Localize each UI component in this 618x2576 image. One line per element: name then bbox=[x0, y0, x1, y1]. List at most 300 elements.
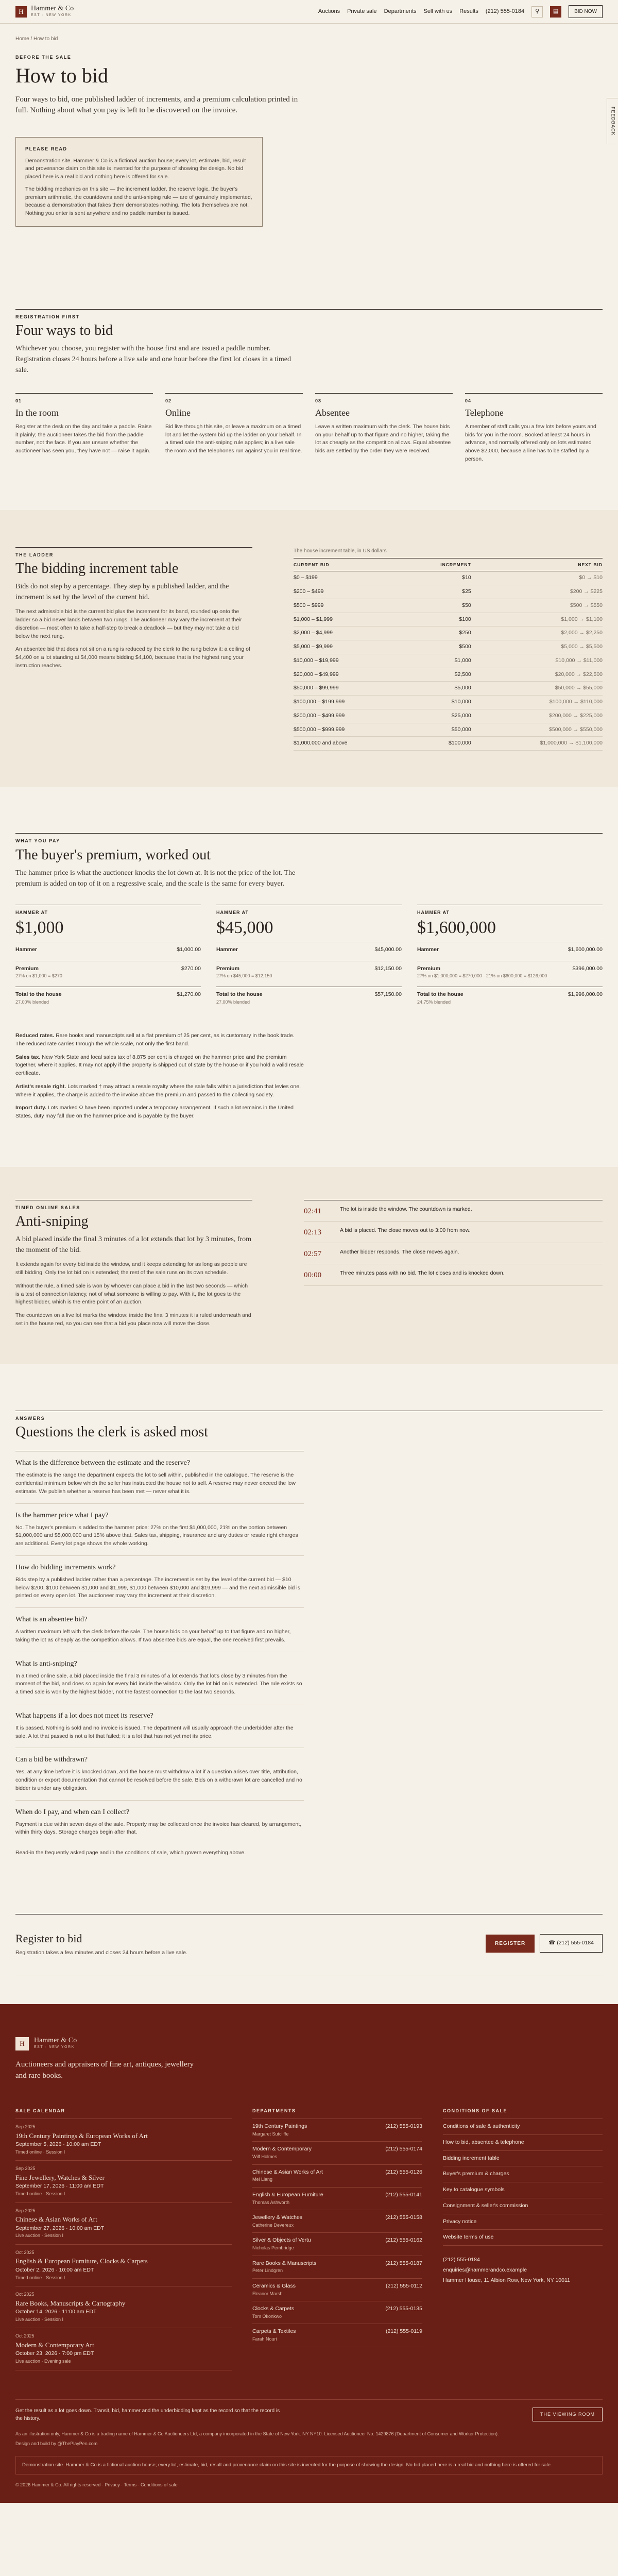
sale-meta: Timed online · Session I bbox=[15, 2191, 65, 2197]
faq-answer: No. The buyer's premium is added to the hammer price: 27% on the first $1,000,000, 21% on the portion between $1,000,000 and $5,000,000 and 15% above that. Sales tax, shipping, insurance and any duties or resale right charges are additional. Every lot page shows the whole working. bbox=[15, 1524, 298, 1547]
sale-name[interactable]: 19th Century Paintings & European Works of Art bbox=[15, 2131, 148, 2140]
way-num: 03 bbox=[315, 398, 322, 404]
row-increment: $5,000 bbox=[407, 682, 471, 696]
increment-section bbox=[0, 510, 618, 787]
row-increment: $25,000 bbox=[407, 709, 471, 723]
sale-month: Oct 2025 bbox=[15, 2333, 35, 2339]
faq-answer: It is passed. Nothing is sold and no invoice is issued. The department will usually approach the underbidder after the sale. A lot that passed is not a lot that failed; it is a lot that has not yet met its price. bbox=[15, 1724, 294, 1739]
contact-phone[interactable]: (212) 555-0184 bbox=[443, 2257, 480, 2263]
increment-row bbox=[294, 737, 603, 751]
footer-contact bbox=[443, 2256, 603, 2284]
anti-sub: A bid placed inside the final 3 minutes of a lot extends that lot by 3 minutes, from the moment of the bid. bbox=[15, 1235, 252, 1255]
way-absentee bbox=[315, 393, 453, 463]
premium-note-key: Artist's resale right. bbox=[15, 1083, 66, 1090]
department-phone[interactable]: (212) 555-0174 bbox=[385, 2146, 422, 2153]
faq-question[interactable]: How do bidding increments work? bbox=[15, 1563, 116, 1571]
increment-row bbox=[294, 640, 603, 654]
footer-tagline: Auctioneers and appraisers of fine art, antiques, jewellery and rare books. bbox=[15, 2060, 194, 2080]
department-info bbox=[252, 2236, 311, 2251]
premium-line-note: 27% on $45,000 = $12,150 bbox=[216, 973, 272, 979]
premium-note-key: Import duty. bbox=[15, 1105, 46, 1111]
inc-p2: An absentee bid that does not sit on a rung is reduced by the clerk to the rung below it: a ceiling of $4,400 on a lot standing at $4,000 means bidding $4,100, because that is the highest rung your instruction reaches. bbox=[15, 646, 250, 669]
inc-eyebrow: THE LADDER bbox=[15, 547, 252, 559]
nav-results[interactable]: Results bbox=[459, 8, 478, 15]
sale-date: September 27, 2026 · 10:00 am EDT bbox=[15, 2225, 105, 2231]
premium-line-name: Total to the house bbox=[216, 991, 263, 997]
ways-eyebrow: REGISTRATION FIRST bbox=[15, 309, 603, 321]
department-list bbox=[252, 2119, 422, 2347]
faq-answer: The estimate is the range the department expects the lot to sell within, published in the catalogue. The reserve is the confidential minimum below which the seller has instructed the house not to sell. A reserve may never exceed the low estimate. We publish whether a reserve has been met — never what it is. bbox=[15, 1472, 296, 1495]
faq-item[interactable] bbox=[15, 1451, 304, 1503]
faq-list bbox=[15, 1451, 603, 1844]
department-phone[interactable]: (212) 555-0135 bbox=[385, 2306, 422, 2312]
faq-answer: In a timed online sale, a bid placed inside the final 3 minutes of a lot extends that lot's close by 3 minutes from the moment of the bid, and does so again for every bid inside the window. Only the lot bid on is extended. The rule exists so a timed sale is won by the highest bidder, not the fastest connection to the last two seconds. bbox=[15, 1672, 302, 1696]
condition-link[interactable]: How to bid, absentee & telephone bbox=[443, 2135, 603, 2151]
department-contact: Catherine Devereux bbox=[252, 2222, 294, 2228]
department-item[interactable] bbox=[252, 2210, 422, 2233]
department-info bbox=[252, 2282, 296, 2297]
department-item[interactable] bbox=[252, 2301, 422, 2324]
row-next-bid: $500,000 → $550,000 bbox=[471, 723, 603, 737]
hammer-amount: $45,000 bbox=[216, 918, 273, 938]
faq-question[interactable]: When do I pay, and when can I collect? bbox=[15, 1808, 130, 1816]
department-info bbox=[252, 2168, 323, 2183]
site-header bbox=[0, 0, 618, 24]
row-next-bid: $100,000 → $110,000 bbox=[471, 696, 603, 709]
register-title: Register to bid bbox=[15, 1931, 82, 1945]
timeline-text: A bid is placed. The close moves out to 3:00 from now. bbox=[340, 1227, 471, 1234]
conditions-list bbox=[443, 2119, 603, 2246]
notice-p1: Demonstration site. Hammer & Co is a fictional auction house; every lot, estimate, bid, result and provenance claim on this site is invented for the purpose of showing the design. No bid placed here is a real bid and nothing here is offered for sale. bbox=[25, 157, 246, 180]
contact-email[interactable]: enquiries@hammerandco.example bbox=[443, 2266, 527, 2273]
premium-line-name: Hammer bbox=[15, 946, 38, 953]
row-next-bid: $1,000,000 → $1,100,000 bbox=[471, 737, 603, 751]
row-next-bid: $500 → $550 bbox=[471, 599, 603, 613]
department-item[interactable] bbox=[252, 2119, 422, 2142]
timeline-text: Another bidder responds. The close moves again. bbox=[340, 1248, 459, 1255]
premium-line-label bbox=[216, 965, 272, 980]
way-text: A member of staff calls you a few lots before yours and bids for you in the room. Booked at least 24 hours in advance, and normally offered only on lots estimated above $2,000, because a line has to be staffed by a person. bbox=[465, 423, 596, 462]
department-phone[interactable]: (212) 555-0141 bbox=[385, 2191, 422, 2198]
bag-icon[interactable]: ▤ bbox=[550, 6, 561, 18]
premium-line-note: 27% on $1,000,000 = $270,000 · 21% on $600,000 = $126,000 bbox=[417, 973, 547, 979]
department-phone[interactable]: (212) 555-0119 bbox=[385, 2328, 422, 2335]
faq-question[interactable]: Can a bid be withdrawn? bbox=[15, 1756, 88, 1764]
row-current-bid: $100,000 – $199,999 bbox=[294, 696, 407, 709]
faq-item[interactable] bbox=[15, 1800, 304, 1844]
department-name[interactable]: Clocks & Carpets bbox=[252, 2306, 295, 2312]
sale-name[interactable]: Chinese & Asian Works of Art bbox=[15, 2215, 97, 2224]
premium-line-label bbox=[417, 991, 464, 1006]
department-contact: Wilf Holmes bbox=[252, 2154, 278, 2160]
footer-bottom bbox=[15, 2399, 603, 2422]
premium-line-label bbox=[15, 946, 37, 954]
way-title: In the room bbox=[15, 407, 59, 418]
increment-row bbox=[294, 668, 603, 682]
premium-line-value: $12,150.00 bbox=[374, 965, 402, 972]
sale-item[interactable] bbox=[15, 2328, 232, 2370]
premium-note-key: Sales tax. bbox=[15, 1054, 41, 1060]
nav-private-sale[interactable]: Private sale bbox=[347, 8, 377, 15]
search-icon[interactable]: ⚲ bbox=[531, 6, 543, 18]
row-increment: $100,000 bbox=[407, 737, 471, 751]
department-info bbox=[252, 2305, 294, 2320]
row-increment: $250 bbox=[407, 626, 471, 640]
notice-title: PLEASE READ bbox=[25, 146, 67, 151]
department-item[interactable] bbox=[252, 2233, 422, 2256]
premium-line-note: 27.00% blended bbox=[216, 999, 250, 1005]
premium-line-value: $270.00 bbox=[181, 965, 201, 972]
premium-line-value: $1,270.00 bbox=[177, 991, 201, 997]
hammer-amount: $1,600,000 bbox=[417, 918, 496, 938]
department-info bbox=[252, 2123, 307, 2138]
faq-item[interactable] bbox=[15, 1607, 304, 1652]
increment-row bbox=[294, 599, 603, 613]
row-current-bid: $50,000 – $99,999 bbox=[294, 682, 407, 696]
sale-month: Oct 2025 bbox=[15, 2292, 35, 2297]
faq-question[interactable]: What happens if a lot does not meet its reserve? bbox=[15, 1711, 153, 1720]
department-info bbox=[252, 2328, 296, 2343]
ways-grid bbox=[15, 393, 603, 463]
row-increment: $25 bbox=[407, 585, 471, 599]
footer-logo-sub: EST · NEW YORK bbox=[34, 2045, 75, 2049]
department-name[interactable]: English & European Furniture bbox=[252, 2191, 323, 2198]
department-contact: Thomas Ashworth bbox=[252, 2199, 290, 2205]
department-item[interactable] bbox=[252, 2142, 422, 2164]
department-phone[interactable]: (212) 555-0162 bbox=[385, 2237, 422, 2244]
premium-line-value: $1,000.00 bbox=[177, 946, 201, 953]
condition-link[interactable]: Website terms of use bbox=[443, 2230, 603, 2246]
sale-list bbox=[15, 2119, 232, 2370]
premium-examples bbox=[15, 905, 603, 1008]
way-title: Telephone bbox=[465, 407, 504, 418]
premium-line-name: Total to the house bbox=[15, 991, 62, 997]
sale-date: October 14, 2026 · 11:00 am EDT bbox=[15, 2309, 97, 2315]
phone-icon: ☎ bbox=[548, 1940, 556, 1946]
sale-month: Oct 2025 bbox=[15, 2249, 35, 2255]
sale-item[interactable] bbox=[15, 2286, 232, 2328]
sale-item[interactable] bbox=[15, 2119, 232, 2161]
hammer-example bbox=[216, 905, 402, 1008]
prem-sub: The hammer price is what the auctioneer knocks the lot down at. It is not the price of the lot. The premium is added on top of it on a regressive scale, and the scale is the same for every buyer. bbox=[15, 869, 296, 888]
row-next-bid: $20,000 → $22,500 bbox=[471, 668, 603, 682]
faq-answer: Yes, at any time before it is knocked down, and the house must withdraw a lot if a question arises over title, attribution, condition or export documentation that cannot be resolved before the sale. Bids on a withdrawn lot are cancelled and no bidder is under any obligation. bbox=[15, 1769, 302, 1791]
department-contact: Mei Liang bbox=[252, 2177, 273, 2182]
logo-name: Hammer & Co bbox=[31, 4, 74, 12]
faq-question[interactable]: What is an absentee bid? bbox=[15, 1616, 88, 1624]
row-current-bid: $200 – $499 bbox=[294, 585, 407, 599]
sale-date: September 17, 2026 · 11:00 am EDT bbox=[15, 2183, 104, 2190]
increment-rows bbox=[294, 571, 603, 751]
increment-row bbox=[294, 626, 603, 640]
premium-line-label bbox=[216, 946, 238, 954]
condition-link[interactable]: Key to catalogue symbols bbox=[443, 2182, 603, 2198]
row-increment: $10 bbox=[407, 571, 471, 585]
premium-note-text: New York State and local sales tax of 8.875 per cent is charged on the hammer price and the premium together, where it applies. It may not apply if the property is shipped out of state by the house or if you hold a valid resale certificate. bbox=[15, 1054, 304, 1077]
department-phone[interactable]: (212) 555-0193 bbox=[385, 2123, 422, 2130]
premium-line-value: $396,000.00 bbox=[572, 965, 603, 972]
department-info bbox=[252, 2260, 316, 2275]
sale-name[interactable]: Rare Books, Manuscripts & Cartography bbox=[15, 2299, 126, 2307]
department-name[interactable]: Chinese & Asian Works of Art bbox=[252, 2168, 323, 2175]
sale-date: October 2, 2026 · 10:00 am EDT bbox=[15, 2266, 94, 2273]
footer-departments bbox=[252, 2108, 422, 2370]
department-phone[interactable]: (212) 555-0158 bbox=[385, 2214, 422, 2221]
timeline-time: 00:00 bbox=[304, 1271, 322, 1280]
faq-item[interactable] bbox=[15, 1704, 304, 1748]
anti-timeline bbox=[304, 1200, 603, 1328]
feedback-tab[interactable]: FEEDBACK bbox=[607, 98, 618, 144]
premium-line-name: Hammer bbox=[417, 946, 439, 953]
register-section bbox=[0, 1878, 618, 1975]
hammer-example bbox=[15, 905, 201, 1008]
way-num: 04 bbox=[465, 398, 472, 404]
department-contact: Peter Lindgren bbox=[252, 2268, 283, 2274]
contact-address: Hammer House, 11 Albion Row, New York, NY 10011 bbox=[443, 2277, 570, 2283]
sale-calendar-heading: SALE CALENDAR bbox=[15, 2108, 232, 2120]
premium-line bbox=[216, 942, 402, 957]
department-phone[interactable]: (212) 555-0187 bbox=[385, 2260, 422, 2266]
department-name[interactable]: Silver & Objects of Vertu bbox=[252, 2237, 311, 2244]
faq-question[interactable]: What is the difference between the estimate and the reserve? bbox=[15, 1459, 191, 1467]
row-current-bid: $10,000 – $19,999 bbox=[294, 654, 407, 668]
register-phone-button[interactable] bbox=[540, 1934, 603, 1953]
faq-answer: A written maximum left with the clerk before the sale. The house bids on your behalf up to that figure and no higher, taking the lot as cheaply as the competition allows. If two absentee bids are equal, the one received first prevails. bbox=[15, 1629, 291, 1643]
inc-caption: The house increment table, in US dollars bbox=[294, 547, 603, 558]
department-item[interactable] bbox=[252, 2324, 422, 2347]
row-next-bid: $2,000 → $2,250 bbox=[471, 626, 603, 640]
department-name[interactable]: Ceramics & Glass bbox=[252, 2282, 296, 2289]
sale-month: Sep 2025 bbox=[15, 2124, 36, 2130]
department-name[interactable]: Carpets & Textiles bbox=[252, 2328, 296, 2335]
anti-p1: It extends again for every bid inside the window, and it keeps extending for as long as people are still bidding. Only the lot bid on is extended; the rest of the sale runs on its own schedule. bbox=[15, 1261, 247, 1276]
premium-line-name: Premium bbox=[15, 965, 39, 972]
increment-row bbox=[294, 682, 603, 696]
departments-heading: DEPARTMENTS bbox=[252, 2108, 422, 2120]
site-footer bbox=[0, 2004, 618, 2503]
row-next-bid: $50,000 → $55,000 bbox=[471, 682, 603, 696]
timeline-time: 02:13 bbox=[304, 1228, 322, 1237]
department-phone[interactable]: (212) 555-0112 bbox=[385, 2282, 422, 2289]
timeline-row bbox=[304, 1243, 603, 1265]
premium-line bbox=[216, 961, 402, 982]
footer-fine-print: As an illustration only, Hammer & Co is a trading name of Hammer & Co Auctioneers Ltd, a company incorporated in the State of New York. NY NY10. Licensed Auctioneer No. 1429876 (Department of Consumer and Worker Protection). bbox=[15, 2431, 499, 2436]
sale-meta: Timed online · Session I bbox=[15, 2149, 65, 2155]
condition-link[interactable]: Privacy notice bbox=[443, 2214, 603, 2230]
timeline-text: Three minutes pass with no bid. The lot closes and is knocked down. bbox=[340, 1270, 505, 1277]
anti-p3: The countdown on a live lot marks the window: inside the final 3 minutes it is ruled underneath and set in the house red, so you can see that a bid you place now will move the close. bbox=[15, 1312, 251, 1327]
row-current-bid: $20,000 – $49,999 bbox=[294, 668, 407, 682]
faq-section bbox=[0, 1364, 618, 1878]
increment-row bbox=[294, 585, 603, 599]
way-title: Online bbox=[165, 407, 191, 418]
sale-name[interactable]: Modern & Contemporary Art bbox=[15, 2341, 94, 2349]
premium-line-name: Total to the house bbox=[417, 991, 464, 997]
register-band bbox=[15, 1914, 603, 1975]
sale-name[interactable]: Fine Jewellery, Watches & Silver bbox=[15, 2173, 105, 2181]
department-name[interactable]: Jewellery & Watches bbox=[252, 2214, 303, 2221]
sale-item[interactable] bbox=[15, 2161, 232, 2202]
notice-p2: The bidding mechanics on this site — the increment ladder, the reserve logic, the buyer's premium arithmetic, the countdowns and the anti-sniping rule — are of genuinely implemented, because a demonstration that fakes them demonstrates nothing. The lots themselves are not. Nothing you enter is sent anywhere and no paddle number is issued. bbox=[25, 185, 252, 216]
increment-table bbox=[294, 558, 603, 751]
condition-link[interactable]: Conditions of sale & authenticity bbox=[443, 2119, 603, 2135]
department-contact: Nicholas Pembridge bbox=[252, 2245, 294, 2251]
sale-item[interactable] bbox=[15, 2203, 232, 2245]
way-text: Bid live through this site, or leave a maximum on a timed lot and let the system bid up the ladder on your behalf. In a timed sale the anti-sniping rule applies; in a live sale the room and the telephones run against you in real time. bbox=[165, 423, 302, 454]
faq-question[interactable]: What is anti-sniping? bbox=[15, 1659, 77, 1668]
premium-line-note: 24.75% blended bbox=[417, 999, 451, 1005]
premium-line bbox=[15, 961, 201, 982]
faq-answer: Payment is due within seven days of the sale. Property may be collected once the invoice has cleared, by arrangement, within thirty days. Storage charges begin after that. bbox=[15, 1821, 302, 1836]
faq-question[interactable]: Is the hammer price what I pay? bbox=[15, 1511, 109, 1519]
premium-line-note: 27% on $1,000 = $270 bbox=[15, 973, 62, 979]
way-num: 01 bbox=[15, 398, 22, 404]
premium-line-value: $1,600,000.00 bbox=[568, 946, 603, 953]
anti-title: Anti-sniping bbox=[15, 1213, 89, 1230]
register-text: Registration takes a few minutes and closes 24 hours before a live sale. bbox=[15, 1949, 187, 1956]
sale-month: Sep 2025 bbox=[15, 2166, 36, 2172]
premium-line-name: Premium bbox=[417, 965, 440, 972]
timeline-row bbox=[304, 1264, 603, 1286]
timeline-time: 02:57 bbox=[304, 1249, 322, 1258]
way-num: 02 bbox=[165, 398, 172, 404]
logo-sub: EST · NEW YORK bbox=[31, 13, 72, 17]
increment-row bbox=[294, 696, 603, 709]
row-next-bid: $1,000 → $1,100 bbox=[471, 613, 603, 626]
col-current-bid: CURRENT BID bbox=[294, 558, 407, 571]
header-phone[interactable]: (212) 555-0184 bbox=[485, 8, 525, 15]
premium-line bbox=[15, 942, 201, 957]
premium-notes bbox=[15, 1032, 304, 1121]
sale-meta: Live auction · Evening sale bbox=[15, 2359, 71, 2364]
premium-line-label bbox=[417, 965, 547, 980]
department-item[interactable] bbox=[252, 2165, 422, 2188]
faq-item[interactable] bbox=[15, 1748, 304, 1800]
department-phone[interactable]: (212) 555-0126 bbox=[385, 2168, 422, 2175]
row-current-bid: $5,000 – $9,999 bbox=[294, 640, 407, 654]
sale-meta: Live auction · Session I bbox=[15, 2316, 64, 2322]
ways-sub: Whichever you choose, you register with the house first and are issued a paddle number. Registration closes 24 hours before a live sale and one hour before the first lot closes in a timed sale. bbox=[15, 345, 291, 375]
col-increment: INCREMENT bbox=[407, 558, 471, 571]
sale-meta: Timed online · Session I bbox=[15, 2275, 65, 2280]
row-increment: $2,500 bbox=[407, 668, 471, 682]
premium-line bbox=[417, 987, 603, 1008]
way-telephone bbox=[465, 393, 603, 463]
premium-line-label bbox=[15, 965, 62, 980]
footer-conditions bbox=[443, 2108, 603, 2370]
sale-month: Sep 2025 bbox=[15, 2208, 36, 2213]
nav-auctions[interactable]: Auctions bbox=[318, 8, 340, 15]
sale-date: September 5, 2026 · 10:00 am EDT bbox=[15, 2141, 101, 2148]
page-title: How to bid bbox=[15, 63, 108, 87]
condition-link[interactable]: Consignment & seller's commission bbox=[443, 2198, 603, 2214]
faq-item[interactable] bbox=[15, 1503, 304, 1555]
premium-line-label bbox=[417, 946, 439, 954]
row-current-bid: $1,000,000 and above bbox=[294, 737, 407, 751]
department-name[interactable]: Modern & Contemporary bbox=[252, 2146, 312, 2153]
department-contact: Eleanor Marsh bbox=[252, 2291, 283, 2296]
department-name[interactable]: 19th Century Paintings bbox=[252, 2123, 307, 2130]
register-button[interactable]: REGISTER bbox=[486, 1935, 535, 1953]
footer-credit[interactable]: Design and build by @ThePlayPen.com bbox=[15, 2441, 98, 2447]
footer-legal[interactable]: © 2026 Hammer & Co. All rights reserved · Privacy · Terms · Conditions of sale bbox=[15, 2482, 178, 2487]
row-next-bid: $200,000 → $225,000 bbox=[471, 709, 603, 723]
timeline-time: 02:41 bbox=[304, 1207, 322, 1215]
hammer-label: HAMMER AT bbox=[417, 909, 450, 915]
premium-note-text: Lots marked † may attract a resale royalty where the sale falls within a jurisdiction that levies one. Where it applies, the charge is added to the invoice above the premium and passed to the collecting society. bbox=[15, 1083, 301, 1098]
sale-name[interactable]: English & European Furniture, Clocks & Carpets bbox=[15, 2257, 148, 2265]
row-increment: $500 bbox=[407, 640, 471, 654]
footer-logo-name: Hammer & Co bbox=[34, 2037, 77, 2045]
inc-sub: Bids do not step by a percentage. They step by a published ladder, and the increment is set by the level of the current bid. bbox=[15, 583, 229, 602]
breadcrumb[interactable]: Home / How to bid bbox=[15, 36, 58, 42]
row-next-bid: $5,000 → $5,500 bbox=[471, 640, 603, 654]
ways-title: Four ways to bid bbox=[15, 323, 113, 339]
viewing-room-button[interactable]: THE VIEWING ROOM bbox=[533, 2408, 603, 2422]
way-text: Register at the desk on the day and take a paddle. Raise it plainly; the auctioneer takes the bid from the paddle number, not the face. If you are unsure whether the auctioneer has seen you, they have not — raise it again. bbox=[15, 423, 152, 454]
condition-link[interactable]: Bidding increment table bbox=[443, 2151, 603, 2167]
premium-line-label bbox=[15, 991, 62, 1006]
department-item[interactable] bbox=[252, 2188, 422, 2210]
department-name[interactable]: Rare Books & Manuscripts bbox=[252, 2260, 317, 2266]
faq-item[interactable] bbox=[15, 1652, 304, 1704]
premium-line bbox=[15, 987, 201, 1008]
row-current-bid: $500 – $999 bbox=[294, 599, 407, 613]
footer-logo[interactable] bbox=[15, 2037, 603, 2050]
intro-eyebrow: BEFORE THE SALE bbox=[15, 55, 72, 60]
bid-now-button[interactable]: BID NOW bbox=[569, 5, 603, 18]
logo[interactable] bbox=[15, 5, 74, 18]
row-next-bid: $200 → $225 bbox=[471, 585, 603, 599]
way-in-room bbox=[15, 393, 153, 463]
sale-item[interactable] bbox=[15, 2245, 232, 2286]
footer-logo-mark: H bbox=[15, 2037, 29, 2050]
hammer-label: HAMMER AT bbox=[15, 909, 48, 915]
premium-section bbox=[0, 787, 618, 1167]
row-increment: $1,000 bbox=[407, 654, 471, 668]
premium-line-label bbox=[216, 991, 263, 1006]
four-ways-section bbox=[0, 273, 618, 510]
row-current-bid: $200,000 – $499,999 bbox=[294, 709, 407, 723]
premium-note-text: Lots marked Ω have been imported under a temporary arrangement. If such a lot remains in the United States, duty may fall due on the hammer price and is payable by the buyer. bbox=[15, 1105, 294, 1120]
faq-eyebrow: ANSWERS bbox=[15, 1411, 603, 1422]
condition-link[interactable]: Buyer's premium & charges bbox=[443, 2166, 603, 2182]
increment-row bbox=[294, 613, 603, 626]
increment-row bbox=[294, 723, 603, 737]
department-info bbox=[252, 2214, 302, 2229]
faq-item[interactable] bbox=[15, 1555, 304, 1607]
hammer-amount: $1,000 bbox=[15, 918, 64, 938]
department-item[interactable] bbox=[252, 2256, 422, 2279]
premium-line-value: $1,996,000.00 bbox=[568, 991, 603, 997]
faq-answer: Bids step by a published ladder rather than a percentage. The increment is set by the level of the current bid — $10 below $200, $100 between $1,000 and $1,999, $1,000 between $10,000 and $19,999 — and the next admissible bid is printed on every open lot. The auctioneer may vary the increment at their discretion. bbox=[15, 1576, 300, 1599]
intro-lead: Four ways to bid, one published ladder of increments, and a premium calculation printed in full. Nothing about what you pay is left to be discovered on the invoice. bbox=[15, 95, 298, 115]
premium-line bbox=[216, 987, 402, 1008]
way-online bbox=[165, 393, 303, 463]
anti-eyebrow: TIMED ONLINE SALES bbox=[15, 1200, 252, 1212]
sale-meta: Live auction · Session I bbox=[15, 2233, 64, 2239]
row-increment: $100 bbox=[407, 613, 471, 626]
row-next-bid: $0 → $10 bbox=[471, 571, 603, 585]
increment-row bbox=[294, 709, 603, 723]
nav-sell-with-us[interactable]: Sell with us bbox=[423, 8, 453, 15]
nav-departments[interactable]: Departments bbox=[384, 8, 417, 15]
premium-line-name: Hammer bbox=[216, 946, 238, 953]
premium-line-value: $45,000.00 bbox=[374, 946, 402, 953]
inc-p1: The next admissible bid is the current bid plus the increment for its band, rounded up onto the ladder so a bid never lands between two rungs. The auctioneer may vary the increment at their discretion — most often to take a half-step to break a deadlock — but they may not take a bid below the next rung. bbox=[15, 608, 242, 639]
department-item[interactable] bbox=[252, 2279, 422, 2301]
department-info bbox=[252, 2145, 312, 2160]
